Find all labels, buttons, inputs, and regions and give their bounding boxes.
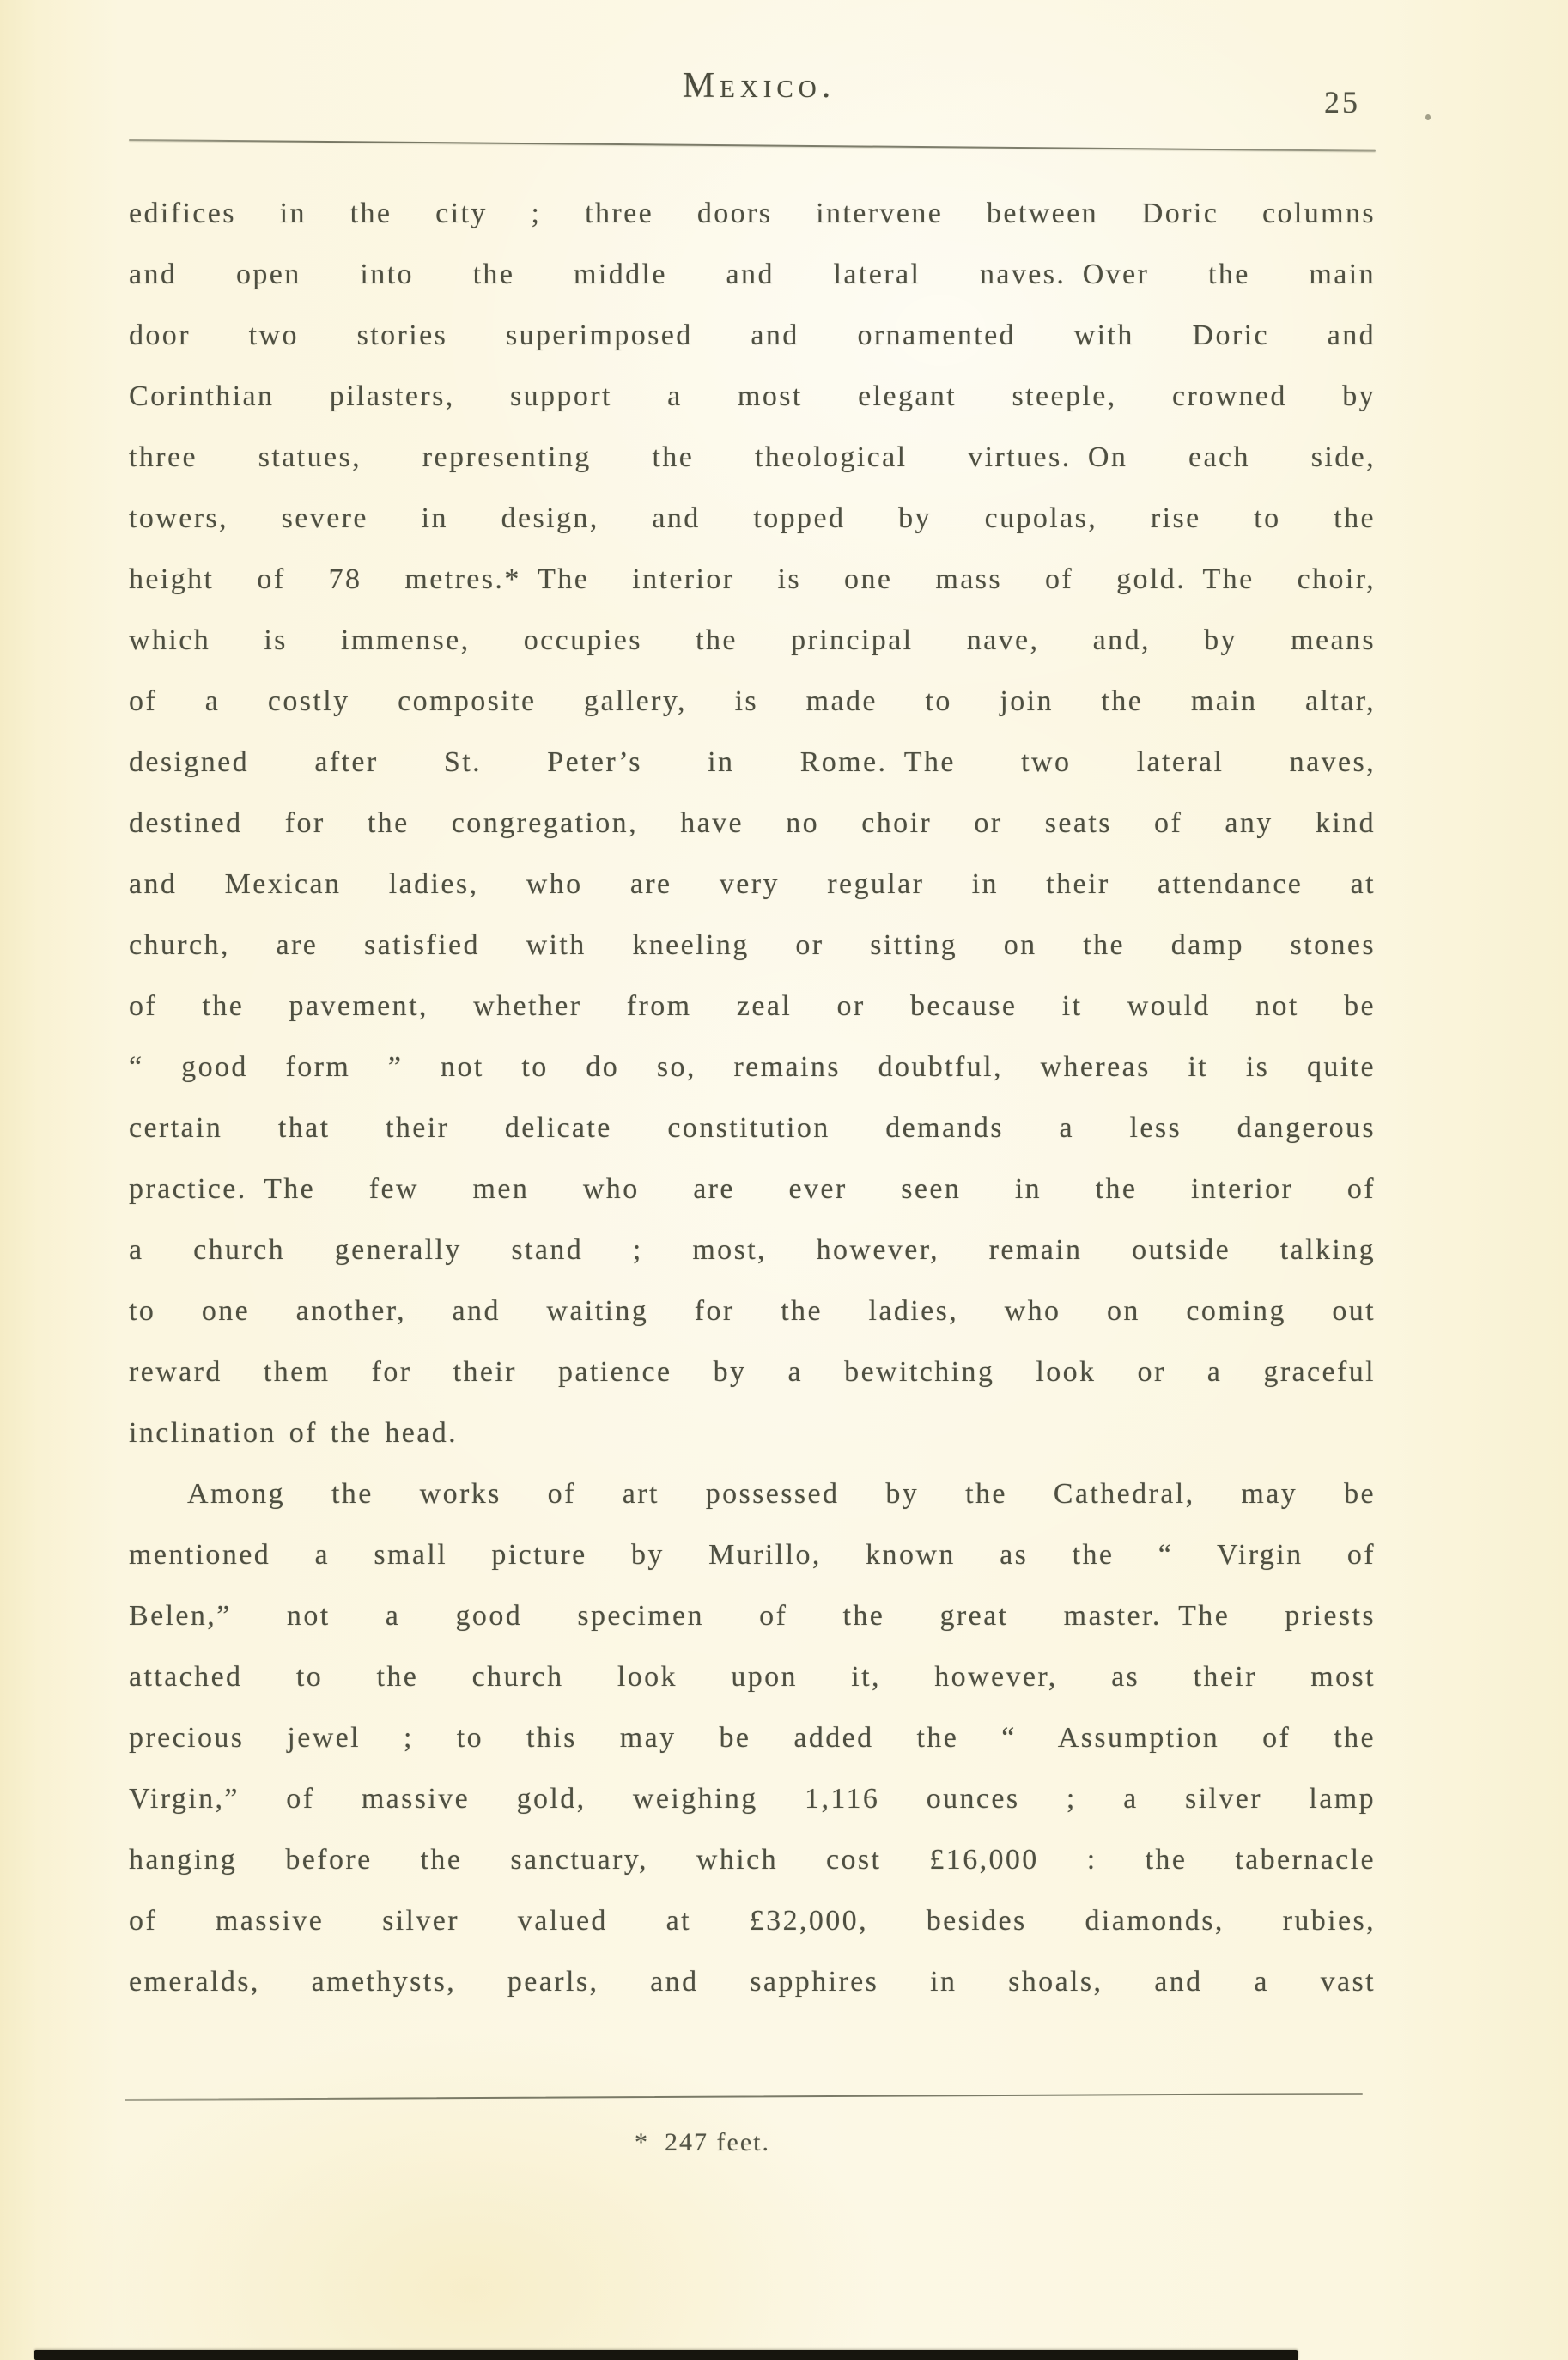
text-line: height of 78 metres.* The interior is one mass of gold. The choir,	[129, 563, 1376, 595]
text-line: reward them for their patience by a bewitching look or a graceful	[129, 1356, 1376, 1388]
text-line: precious jewel ; to this may be added the “ Assumption of the	[129, 1722, 1376, 1754]
text-line: three statues, representing the theological virtues. On each side,	[129, 441, 1376, 473]
text-line: mentioned a small picture by Murillo, known as the “ Virgin of	[129, 1539, 1376, 1571]
page-title: Mexico.	[682, 66, 836, 106]
text-line: hanging before the sanctuary, which cost £16,000 : the tabernacle	[129, 1844, 1376, 1876]
text-line: Belen,” not a good specimen of the great master. The priests	[129, 1600, 1376, 1632]
text-line: towers, severe in design, and topped by cupolas, rise to the	[129, 502, 1376, 534]
footnote-marker: *	[635, 2128, 650, 2156]
text-line: attached to the church look upon it, however, as their most	[129, 1661, 1376, 1693]
text-line: church, are satisfied with kneeling or sitting on the damp stones	[129, 929, 1376, 961]
text-line: Virgin,” of massive gold, weighing 1,116 ounces ; a silver lamp	[129, 1783, 1376, 1815]
text-line: “ good form ” not to do so, remains doubtful, whereas it is quite	[129, 1051, 1376, 1083]
text-line: and open into the middle and lateral naves. Over the main	[129, 259, 1376, 290]
body-text	[129, 183, 1376, 2012]
footnote-rule	[125, 2093, 1363, 2101]
footnote	[79, 2128, 1326, 2173]
text-line: a church generally stand ; most, however, remain outside talking	[129, 1234, 1376, 1266]
text-line: and Mexican ladies, who are very regular in their attendance at	[129, 868, 1376, 900]
text-line: of massive silver valued at £32,000, besides diamonds, rubies,	[129, 1905, 1376, 1937]
scan-edge-bar	[34, 2350, 1298, 2360]
text-line: of the pavement, whether from zeal or because it would not be	[129, 990, 1376, 1022]
ink-speck	[1425, 114, 1431, 120]
text-line: designed after St. Peter’s in Rome. The two lateral naves,	[129, 746, 1376, 778]
text-line: edifices in the city ; three doors intervene between Doric columns	[129, 198, 1376, 229]
header-rule	[129, 139, 1376, 152]
text-line: to one another, and waiting for the ladies, who on coming out	[129, 1295, 1376, 1327]
footnote-text: 247 feet.	[665, 2128, 770, 2156]
text-line: which is immense, occupies the principal nave, and, by means	[129, 624, 1376, 656]
text-line: of a costly composite gallery, is made to join the main altar,	[129, 685, 1376, 717]
text-line: destined for the congregation, have no choir or seats of any kind	[129, 807, 1376, 839]
text-line: door two stories superimposed and ornamented with Doric and	[129, 319, 1376, 351]
page-number: 25	[1324, 85, 1360, 119]
text-line: Among the works of art possessed by the Cathedral, may be	[187, 1478, 1376, 1510]
text-line: certain that their delicate constitution demands a less dangerous	[129, 1112, 1376, 1144]
text-line: practice. The few men who are ever seen in the interior of	[129, 1173, 1376, 1205]
text-line: inclination of the head.	[129, 1417, 459, 1449]
text-line: emeralds, amethysts, pearls, and sapphires in shoals, and a vast	[129, 1966, 1376, 1998]
running-head	[129, 65, 1376, 106]
text-line: Corinthian pilasters, support a most elegant steeple, crowned by	[129, 380, 1376, 412]
